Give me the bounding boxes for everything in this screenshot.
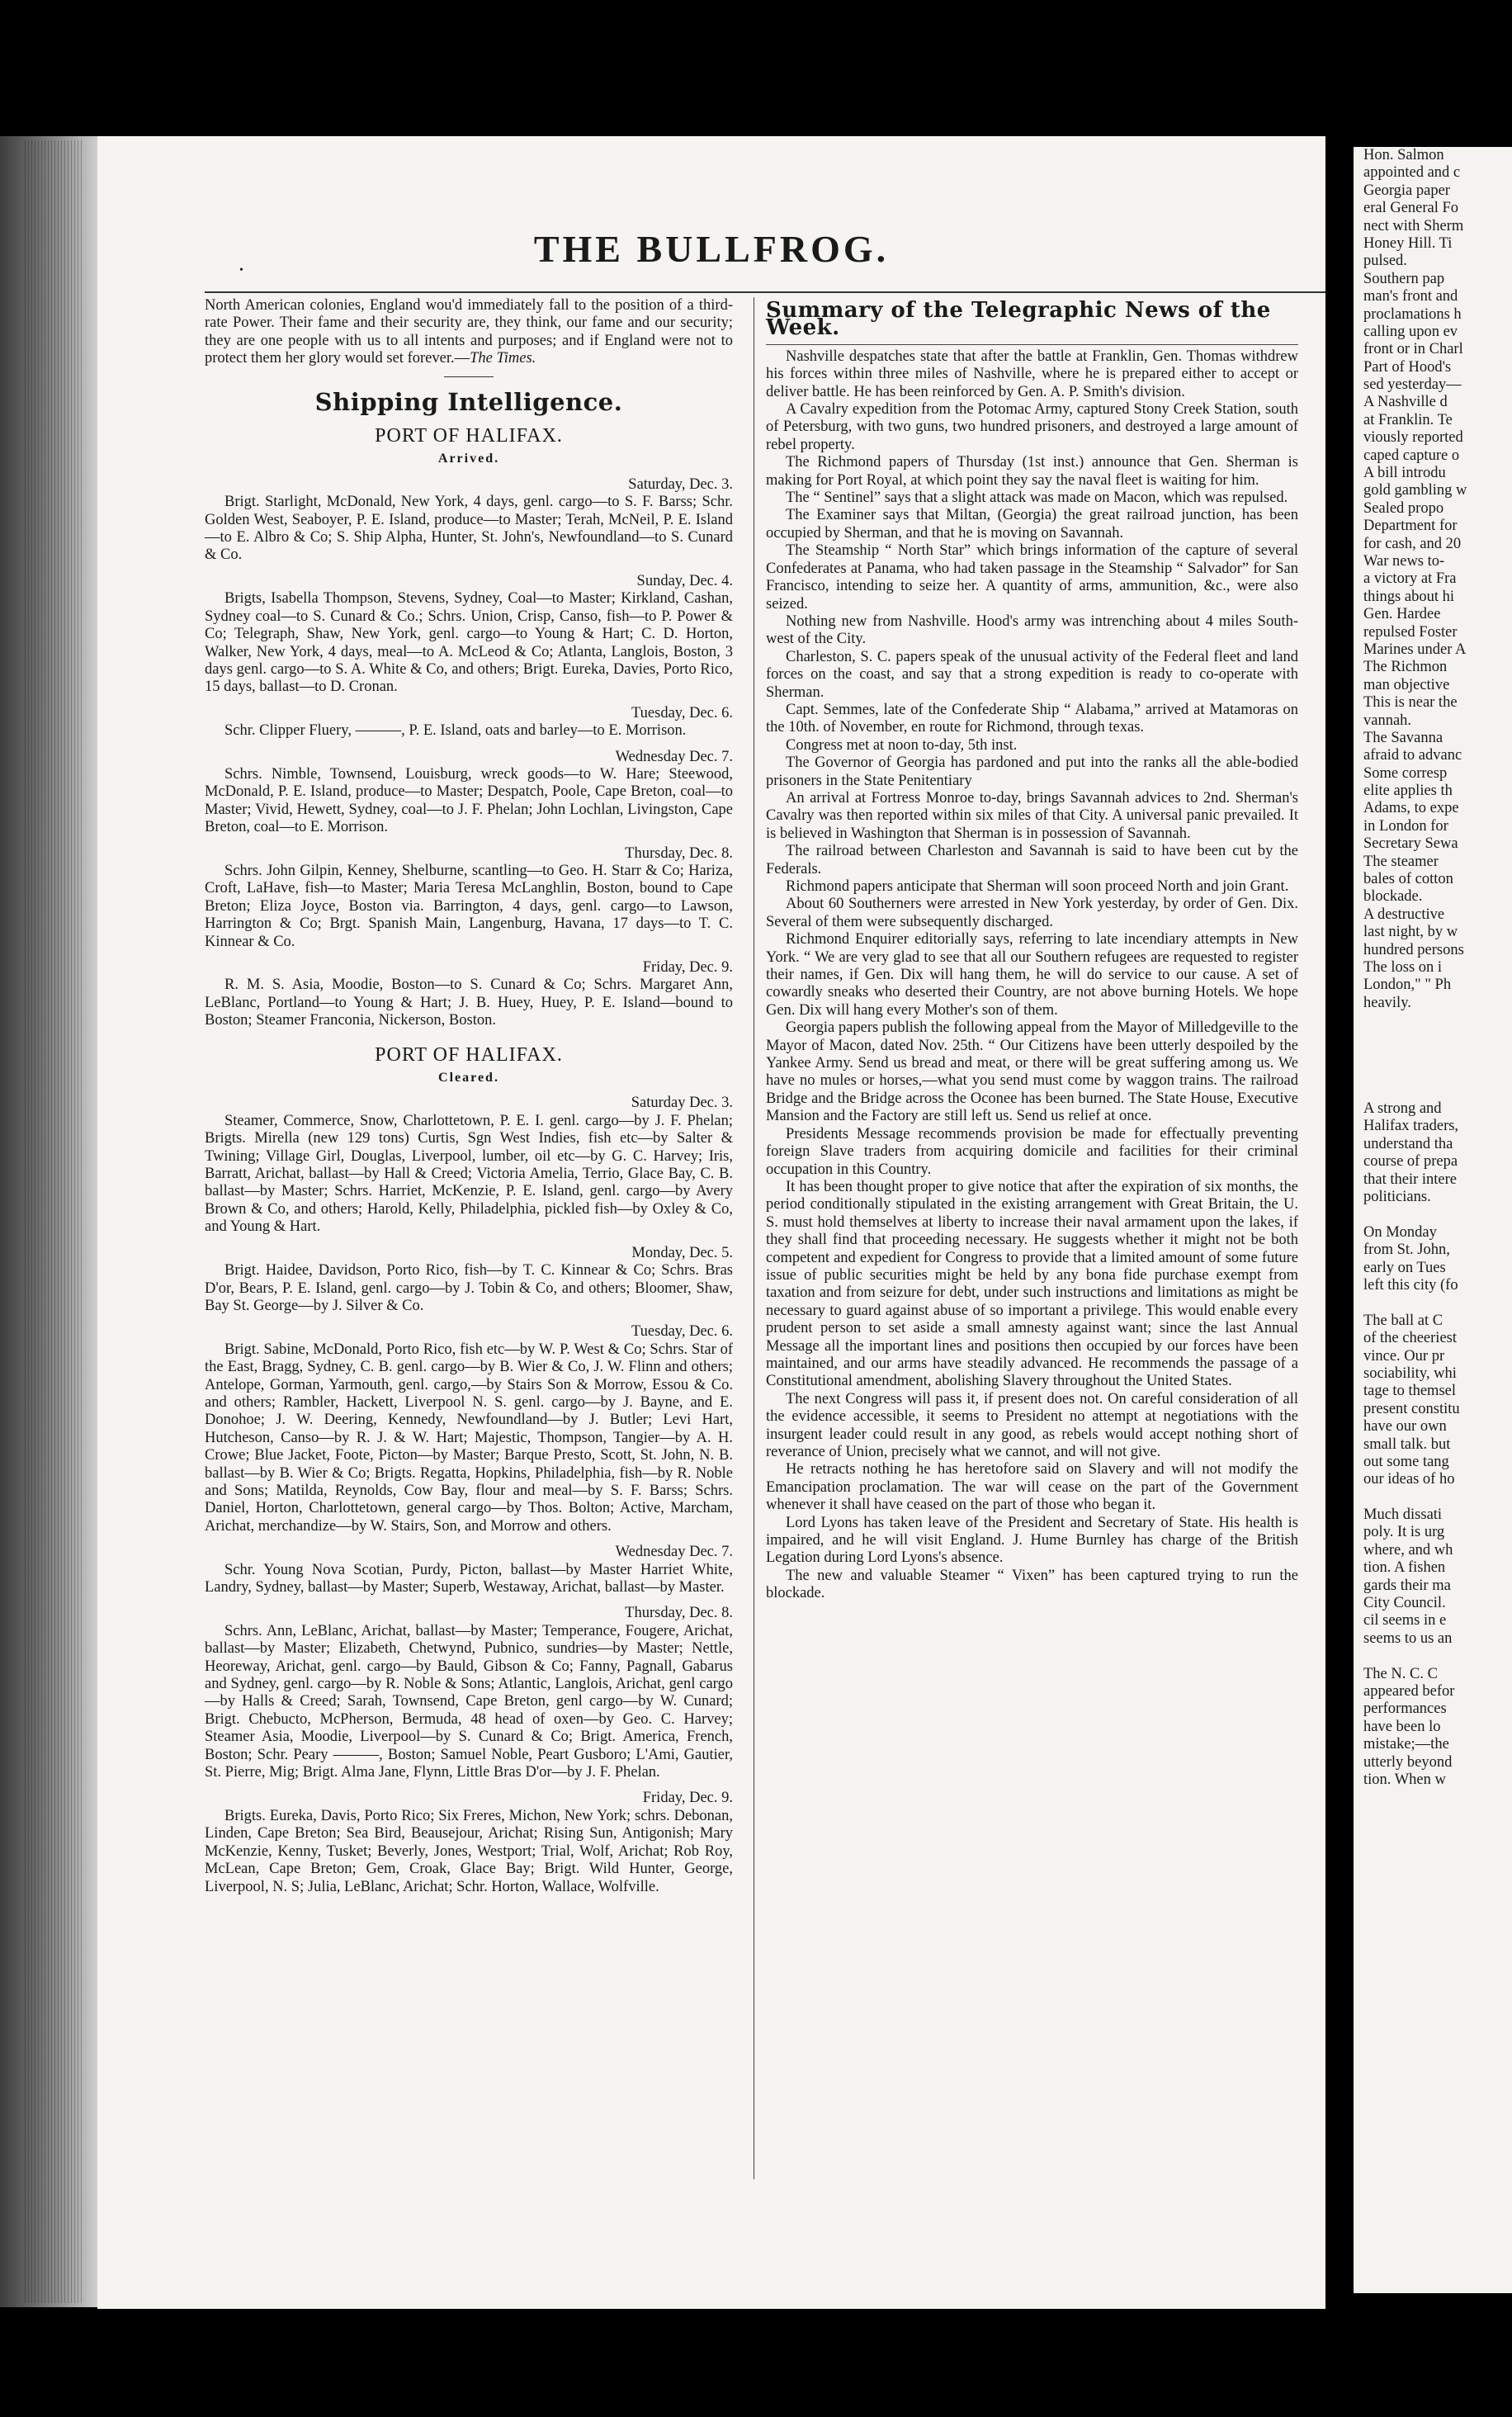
arrived-entry: R. M. S. Asia, Moodie, Boston—to S. Cunard & Co; Schrs. Margaret Ann, LeBlanc, Portland—to Young & Hart; J. B. Huey, Huey, P. E. Island—bound to Boston; Steamer Franconia, Nickerson, Boston. xyxy=(205,977,733,1029)
facing-page-line: vannah. xyxy=(1363,712,1412,729)
cleared-date: Thursday, Dec. 8. xyxy=(625,1605,733,1622)
news-paragraph: Richmond Enquirer editorially says, referring to late incendiary attempts in New York. “ We are very glad to see that all our Southern refugees are requested to register their names, if Gen. Dix will hang them, he will do service to our cause. A set of cowardly sneaks who deserted their Country, are not above burning Hotels. We hope Gen. Dix will hang every Mother's son of them. xyxy=(766,931,1298,1019)
arrived-date: Thursday, Dec. 8. xyxy=(625,844,733,862)
news-paragraph: The Governor of Georgia has pardoned and put into the ranks all the able-bodied prisoners in the State Penitentiary xyxy=(766,754,1298,789)
left-column xyxy=(205,297,733,1896)
news-paragraph: The “ Sentinel” says that a slight attack was made on Macon, which was repulsed. xyxy=(786,490,1288,507)
arrived-port-heading: PORT OF HALIFAX. xyxy=(375,425,563,447)
facing-page-line: appointed and c xyxy=(1363,164,1461,182)
facing-page-line: last night, by w xyxy=(1363,924,1458,941)
news-paragraph: Capt. Semmes, late of the Confederate Ship “ Alabama,” arrived at Matamoras on the 10th. of November, en route for Richmond, through texas. xyxy=(766,701,1298,736)
cleared-date: Friday, Dec. 9. xyxy=(642,1790,733,1807)
facing-page-line: Honey Hill. Ti xyxy=(1363,234,1453,252)
facing-page-line: where, and wh xyxy=(1363,1541,1453,1559)
facing-page-line: On Monday xyxy=(1363,1223,1437,1241)
facing-page-line: The N. C. C xyxy=(1363,1665,1438,1682)
facing-page-line xyxy=(1363,1048,1512,1065)
news-paragraph: Richmond papers anticipate that Sherman will soon proceed North and join Grant. xyxy=(786,878,1289,895)
facing-page-line: in London for xyxy=(1363,817,1448,835)
news-paragraph: The next Congress will pass it, if present does not. On careful consideration of all the evidence accessible, it seems to President no attempt at negotiations with the insurgent leader could result in any good, as rebels would accept nothing short of reverance of Union, precisely what we cannot, and will not give. xyxy=(766,1390,1298,1460)
arrived-label: Arrived. xyxy=(437,452,500,466)
arrived-date: Sunday, Dec. 4. xyxy=(636,572,733,589)
facing-page-line: cil seems in e xyxy=(1363,1612,1447,1629)
facing-page-line: gards their ma xyxy=(1363,1577,1451,1594)
page-marker: • xyxy=(239,264,243,277)
facing-page-line: a victory at Fra xyxy=(1363,570,1457,588)
masthead: THE BULLFROG. xyxy=(533,228,890,270)
intro-text: North American colonies, England wou'd immediately fall to the position of a third-rate Power. Their fame and their security are, they think, our fame and our security; they are one people with us to all intents and purposes; and if England were not to protect them her glory would set forever.— xyxy=(205,297,733,367)
facing-page-line: mistake;—the xyxy=(1363,1736,1449,1753)
facing-page-line: utterly beyond xyxy=(1363,1753,1453,1771)
facing-page-line: viously reported xyxy=(1363,429,1463,447)
arrived-entry: Schr. Clipper Fluery, ———, P. E. Island, oats and barley—to E. Morrison. xyxy=(224,722,687,740)
facing-page-line: performances xyxy=(1363,1700,1447,1718)
facing-page-line: The Savanna xyxy=(1363,729,1443,746)
facing-page-line: Some corresp xyxy=(1363,764,1448,782)
facing-page-line: Sealed propo xyxy=(1363,499,1444,517)
news-paragraph: Charleston, S. C. papers speak of the unusual activity of the Federal fleet and land forces on the coast, and say that a strong expedition is ready to co-operate with Sherman. xyxy=(766,648,1298,701)
facing-page-line: This is near the xyxy=(1363,694,1458,712)
facing-page-line: have our own xyxy=(1363,1418,1447,1436)
facing-page-line: man's front and xyxy=(1363,288,1458,305)
facing-page-line: seems to us an xyxy=(1363,1629,1453,1647)
news-paragraph: Georgia papers publish the following appeal from the Mayor of Milledgeville to the Mayor of Macon, dated Nov. 25th. “ Our Citizens have been utterly despoiled by the Yankee Army. Send us bread and meat, or there will be great suffering among us. We have no mules or horses,—what you send must come by waggon trains. The railroad Bridge and the Bridge across the Oconee has been burned. The State House, Executive Mansion and the Factory are still left us. Send us relief at once. xyxy=(766,1019,1298,1125)
facing-page-line: calling upon ev xyxy=(1363,323,1458,340)
facing-page-line: heavily. xyxy=(1363,994,1411,1011)
arrived-entry: Brigt. Starlight, McDonald, New York, 4 days, genl. cargo—to S. F. Barss; Schr. Golden West, Seaboyer, P. E. Island, produce—to Master; Terah, McNeil, P. E. Island—to E. Albro & Co; S. Ship Alpha, Hunter, St. John's, Newfoundland—to S. Cunard & Co. xyxy=(205,494,733,564)
facing-page-line: Gen. Hardee xyxy=(1363,606,1441,623)
arrived-date: Tuesday, Dec. 6. xyxy=(631,704,733,721)
facing-page-line: politicians. xyxy=(1363,1189,1431,1206)
facing-page-line: blockade. xyxy=(1363,888,1423,906)
newspaper-page xyxy=(97,136,1325,2309)
facing-page-line: at Franklin. Te xyxy=(1363,411,1453,428)
facing-page-line xyxy=(1363,1489,1512,1506)
facing-page-line: things about hi xyxy=(1363,588,1454,605)
facing-page-line: City Council. xyxy=(1363,1595,1446,1612)
facing-page-line: early on Tues xyxy=(1363,1259,1446,1276)
facing-page-line: understand tha xyxy=(1363,1135,1453,1152)
facing-page-line: tion. A fishen xyxy=(1363,1559,1446,1577)
cleared-date: Monday, Dec. 5. xyxy=(631,1244,733,1261)
masthead-rule xyxy=(205,291,1325,293)
cleared-date: Wednesday Dec. 7. xyxy=(615,1544,733,1561)
section-separator xyxy=(444,376,494,377)
cleared-entry: Brigt. Sabine, McDonald, Porto Rico, fish etc—by W. P. West & Co; Schrs. Star of the East, Bragg, Sydney, C. B. genl. cargo—by B. Wier & Co, J. W. Flinn and others; Antelope, Gorman, Yarmouth, genl. cargo,—by Stairs Son & Morrow, Essou & Co. and others; Rambler, Hackett, Liverpool N. S. genl. cargo—by J. Bayne, and E. Donohoe; J. W. Deering, Kennedy, Newfoundland—by J. Butler; Levi Hart, Hutcheson, Canso—by R. J. & W. Hart; Majestic, Thompson, Tangier—by A. H. Crowe; Blue Jacket, Foote, Picton—by Master; Barque Presto, Scott, St. John, N. B. ballast—by B. Wier & Co; Brigts. Regatta, Hopkins, Philadelphia, fish—by R. Noble and Sons; Matilda, Reynolds, Cow Bay, flour and meal—by S. F. Barss; Schrs. Daniel, Horton, Charlottetown, general cargo—by Thos. Bolton; Active, Marcham, Arichat, merchandize—by W. Stairs, Son, and Morrow and others. xyxy=(205,1341,733,1535)
facing-page-line: our ideas of ho xyxy=(1363,1471,1455,1488)
news-paragraph: Lord Lyons has taken leave of the President and Secretary of State. His health is impaired, and he will visit England. J. Hume Burnley has charge of the British Legation during Lord Lyons's absence. xyxy=(766,1514,1298,1567)
cleared-entry: Schrs. Ann, LeBlanc, Arichat, ballast—by Master; Temperance, Fougere, Arichat, ballast—by Master; Elizabeth, Chetwynd, Pubnico, sundries—by Master; Nettle, Heoreway, Arichat, genl. cargo—by Bauld, Gibson & Co; Fanny, Pagnall, Gabarus and Sydney, genl. cargo—by R. Noble & Sons; Atlantic, Langlois, Arichat, genl cargo—by Halls & Creed; Sarah, Townsend, Cape Breton, genl cargo—by W. Cunard; Brigt. Chebucto, McPherson, Bermuda, 48 head of oxen—by Geo. C. Harvey; Steamer Asia, Moodie, Liverpool—by S. Cunard & Co; Brigt. America, French, Boston; Schr. Peary ———, Boston; Samuel Noble, Peart Gusboro; L'Ami, Gautier, St. Pierre, Mig; Brigt. Alma Jane, Flynn, Little Bras D'or—by J. F. Phelan. xyxy=(205,1622,733,1781)
facing-page-line: proclamations h xyxy=(1363,305,1462,323)
facing-page-line xyxy=(1363,1012,1512,1029)
facing-page-line: Hon. Salmon xyxy=(1363,147,1444,163)
facing-page-line: sociability, whi xyxy=(1363,1365,1457,1382)
facing-page-line: small talk. but xyxy=(1363,1436,1451,1453)
facing-page-line: that their intere xyxy=(1363,1171,1458,1188)
facing-page-line: repulsed Foster xyxy=(1363,623,1458,641)
facing-page-line: Secretary Sewa xyxy=(1363,835,1458,853)
facing-page-line: out some tang xyxy=(1363,1453,1449,1470)
news-paragraph: Nothing new from Nashville. Hood's army was intrenching about 4 miles South-west of the City. xyxy=(766,613,1298,648)
news-paragraph: The new and valuable Steamer “ Vixen” has been captured trying to run the blockade. xyxy=(766,1567,1298,1602)
facing-page-line xyxy=(1363,1083,1512,1100)
facing-page-line xyxy=(1363,1030,1512,1048)
arrived-entry: Schrs. Nimble, Townsend, Louisburg, wreck goods—to W. Hare; Steewood, McDonald, P. E. Island, produce—to Master; Despatch, Poole, Cape Breton, coal—to Master; Vivid, Hewett, Sydney, coal—to J. F. Phelan; John Lochlan, Livingston, Cape Breton, coal—to E. Morrison. xyxy=(205,765,733,836)
facing-page-line: Department for xyxy=(1363,518,1458,535)
intro-paragraph xyxy=(205,297,733,368)
facing-page-line: from St. John, xyxy=(1363,1242,1450,1259)
cleared-label: Cleared. xyxy=(438,1071,499,1086)
facing-page-line: poly. It is urg xyxy=(1363,1524,1445,1541)
facing-page-line: for cash, and 20 xyxy=(1363,535,1462,552)
facing-page-line xyxy=(1363,1294,1512,1312)
facing-page-line: gold gambling w xyxy=(1363,482,1467,499)
news-paragraph: The railroad between Charleston and Savannah is said to have been cut by the Federals. xyxy=(766,843,1298,877)
facing-page-line: The ball at C xyxy=(1363,1312,1443,1329)
facing-page-line: appeared befor xyxy=(1363,1682,1455,1700)
facing-page-line: front or in Charl xyxy=(1363,341,1463,358)
facing-page-line: hundred persons xyxy=(1363,941,1464,958)
facing-page-line: left this city (fo xyxy=(1363,1277,1458,1294)
facing-page-line: War news to- xyxy=(1363,552,1445,570)
cleared-date: Saturday Dec. 3. xyxy=(631,1095,733,1112)
facing-page-line: tage to themsel xyxy=(1363,1383,1456,1400)
facing-page-line: Much dissati xyxy=(1363,1506,1443,1524)
news-paragraph: The Examiner says that Miltan, (Georgia) the great railroad junction, has been occupied by Sherman, and that he is moving on Savannah. xyxy=(766,507,1298,542)
news-paragraph: About 60 Southerners were arrested in New York yesterday, by order of Gen. Dix. Several of them were subsequently discharged. xyxy=(766,896,1298,930)
intro-source: The Times. xyxy=(470,350,536,367)
facing-page-line: of the cheeriest xyxy=(1363,1330,1457,1347)
facing-page-line: A Nashville d xyxy=(1363,394,1448,411)
facing-page-text xyxy=(1363,147,1512,1789)
arrived-date: Wednesday Dec. 7. xyxy=(615,748,733,765)
facing-page-line: pulsed. xyxy=(1363,253,1407,270)
news-paragraph: It has been thought proper to give notice that after the expiration of six months, the period conditionally stipulated in the existing arrangement with Great Britain, the U. S. must hold themselves at liberty to increase their naval armament upon the lakes, if they shall find that proceeding necessary. He suggests whether it might not be both competent and expedient for Congress to provide that a limited amount of some future issue of public securities might be held by any bona fide purchase exempt from taxation and from seizure for debt, under such instructions and limitations as might be necessary to guard against abuse of so important a privilege. This would enable every prudent person to set aside a small amnesty against want; since the last Annual Message all the important lines and positions then occupied by our forces have been maintained, and our arms have steadily advanced. He recommends the passage of a Constitutional amendment, abolishing Slavery throughout the United States. xyxy=(766,1178,1298,1390)
news-paragraph: An arrival at Fortress Monroe to-day, brings Savannah advices to 2nd. Sherman's Cavalry was then reported within six miles of that City. A universal panic prevailed. It is believed in Washington that Sherman is in possession of Savannah. xyxy=(766,789,1298,842)
facing-page-line: sed yesterday— xyxy=(1363,376,1462,394)
facing-page-line: caped capture o xyxy=(1363,447,1460,464)
facing-page-line: nect with Sherm xyxy=(1363,217,1464,234)
telegraphic-news-heading: Summary of the Telegraphic News of the Week. xyxy=(766,298,1271,341)
arrived-list xyxy=(205,476,733,1030)
cleared-list xyxy=(205,1095,733,1895)
facing-page-line: The steamer xyxy=(1363,853,1439,870)
facing-page-line: Marines under A xyxy=(1363,641,1467,658)
facing-page-line: Adams, to expe xyxy=(1363,800,1459,817)
arrived-entry: Brigts, Isabella Thompson, Stevens, Sydney, Coal—to Master; Kirkland, Cashan, Sydney coal—to S. Cunard & Co.; Schrs. Union, Crisp, Canso, fish—to P. Power & Co; Telegraph, Shaw, New York, genl. cargo—to Young & Hart; C. D. Horton, Walker, New York, 4 days, meal—to A. McLeod & Co; Atlanta, Langlois, Boston, 3 days genl. cargo—to S. A. White & Co, and others; Brigt. Eureka, Davies, Porto Rico, 15 days, ballast—to D. Cronan. xyxy=(205,590,733,696)
facing-page-line: Part of Hood's xyxy=(1363,358,1452,376)
facing-page-line xyxy=(1363,1648,1512,1665)
news-paragraph: A Cavalry expedition from the Potomac Army, captured Stony Creek Station, south of Petersburg, with two guns, two hundred prisoners, and destroyed a large amount of rebel property. xyxy=(766,401,1298,453)
facing-page-line: afraid to advanc xyxy=(1363,747,1462,764)
cleared-port-heading: PORT OF HALIFAX. xyxy=(375,1043,563,1066)
news-paragraph: The Steamship “ North Star” which brings information of the capture of several Confederates at Panama, who had taken passage in the Steamship “ Salvador” for San Francisco, intending to seize her. A quantity of arms, ammunition, &c., were also seized. xyxy=(766,542,1298,613)
cleared-entry: Steamer, Commerce, Snow, Charlottetown, P. E. I. genl. cargo—by J. F. Phelan; Brigts. Mirella (new 129 tons) Curtis, Sgn West Indies, fish etc—by Salter & Twining; Village Girl, Douglas, Liverpool, lumber, oil etc—by G. C. Harvey; Iris, Barratt, Arichat, ballast—by Hall & Creed; Victoria Amelia, Terrio, Glace Bay, C. B. ballast—by Master; Schrs. Harriet, McKenzie, P. E. Island, genl. cargo—by Avery Brown & Co, and others; Harold, Kelly, Philadelphia, pickled fish—by Oxley & Co, and Young & Hart. xyxy=(205,1112,733,1236)
middle-column xyxy=(766,297,1298,1603)
facing-page-line: present constitu xyxy=(1363,1400,1460,1417)
facing-page-line: The Richmon xyxy=(1363,659,1448,676)
shipping-heading: Shipping Intelligence. xyxy=(314,387,623,416)
facing-page-line xyxy=(1363,1065,1512,1082)
news-paragraph: He retracts nothing he has heretofore said on Slavery and will not modify the Emancipation proclamation. The war will cease on the part of the Government whenever it shall have ceased on the part of those who began it. xyxy=(766,1461,1298,1514)
facing-page-line: Georgia paper xyxy=(1363,182,1450,199)
facing-page-line: The loss on i xyxy=(1363,958,1443,976)
facing-page-line: Halifax traders, xyxy=(1363,1118,1459,1135)
facing-page-edge xyxy=(1354,147,1512,2293)
news-paragraph: The Richmond papers of Thursday (1st inst.) announce that Gen. Sherman is making for Port Royal, at which point they say the naval fleet is waiting for him. xyxy=(766,454,1298,489)
facing-page-line: London," " Ph xyxy=(1363,977,1452,994)
facing-page-line: A destructive xyxy=(1363,906,1445,923)
arrived-entry: Schrs. John Gilpin, Kenney, Shelburne, scantling—to Geo. H. Starr & Co; Hariza, Croft, LaHave, fish—to Master; Maria Teresa McLanghlin, Boston, bound to Cape Breton; Eliza Joyce, Boston via. Barrington, 4 days, genl. cargo—to Lawson, Harrington & Co; Brgt. Spanish Main, Langenburg, Havana, 17 days—to T. C. Kinnear & Co. xyxy=(205,862,733,950)
facing-page-line: A strong and xyxy=(1363,1100,1442,1118)
facing-page-line: eral General Fo xyxy=(1363,200,1459,217)
news-heading-rule xyxy=(766,344,1298,345)
spine-texture xyxy=(25,140,83,2303)
facing-page-line: Southern pap xyxy=(1363,270,1445,287)
facing-page-line: bales of cotton xyxy=(1363,871,1453,888)
arrived-date: Saturday, Dec. 3. xyxy=(628,475,733,493)
arrived-date: Friday, Dec. 9. xyxy=(642,959,733,976)
news-paragraph: Nashville despatches state that after the battle at Franklin, Gen. Thomas withdrew his forces within three miles of Nashville, where he is prepared either to accept or deliver battle. He has been reinforced by Gen. A. P. Smith's division. xyxy=(766,348,1298,400)
facing-page-line: elite applies th xyxy=(1363,783,1453,800)
news-paragraph: Presidents Message recommends provision be made for effectually preventing foreign Slave traders from acquiring domicile and facilities for their criminal occupation in this Country. xyxy=(766,1125,1298,1178)
cleared-entry: Brigt. Haidee, Davidson, Porto Rico, fish—by T. C. Kinnear & Co; Schrs. Bras D'or, Bears, P. E. Island, genl. cargo—by J. Tobin & Co, and others; Bloomer, Shaw, Bay St. George—by J. Silver & Co. xyxy=(205,1262,733,1314)
facing-page-line: vince. Our pr xyxy=(1363,1347,1445,1365)
cleared-entry: Brigts. Eureka, Davis, Porto Rico; Six Freres, Michon, New York; schrs. Debonan, Linden, Cape Breton; Sea Bird, Beausejour, Arichat; Rising Sun, Antigonish; Mary McKenzie, Kenny, Tusket; Beverly, Jones, Westport; Trial, Wolf, Arichat; Rob Roy, McLean, Cape Breton; Gem, Croak, Glace Bay; Brigt. Wild Hunter, George, Liverpool, N. S; Julia, LeBlanc, Arichat; Schr. Horton, Wallace, Wolfville. xyxy=(205,1807,733,1895)
facing-page-line xyxy=(1363,1206,1512,1223)
facing-page-line: have been lo xyxy=(1363,1718,1441,1735)
cleared-entry: Schr. Young Nova Scotian, Purdy, Picton, ballast—by Master Harriet White, Landry, Sydney, ballast—by Master; Superb, Westaway, Arichat, ballast—by Master. xyxy=(205,1561,733,1596)
news-paragraph: Congress met at noon to-day, 5th inst. xyxy=(786,736,1018,754)
facing-page-line: tion. When w xyxy=(1363,1771,1446,1788)
facing-page-line: course of prepa xyxy=(1363,1153,1458,1171)
facing-page-line: man objective xyxy=(1363,676,1450,693)
cleared-date: Tuesday, Dec. 6. xyxy=(631,1323,733,1341)
facing-page-line: A bill introdu xyxy=(1363,465,1446,482)
